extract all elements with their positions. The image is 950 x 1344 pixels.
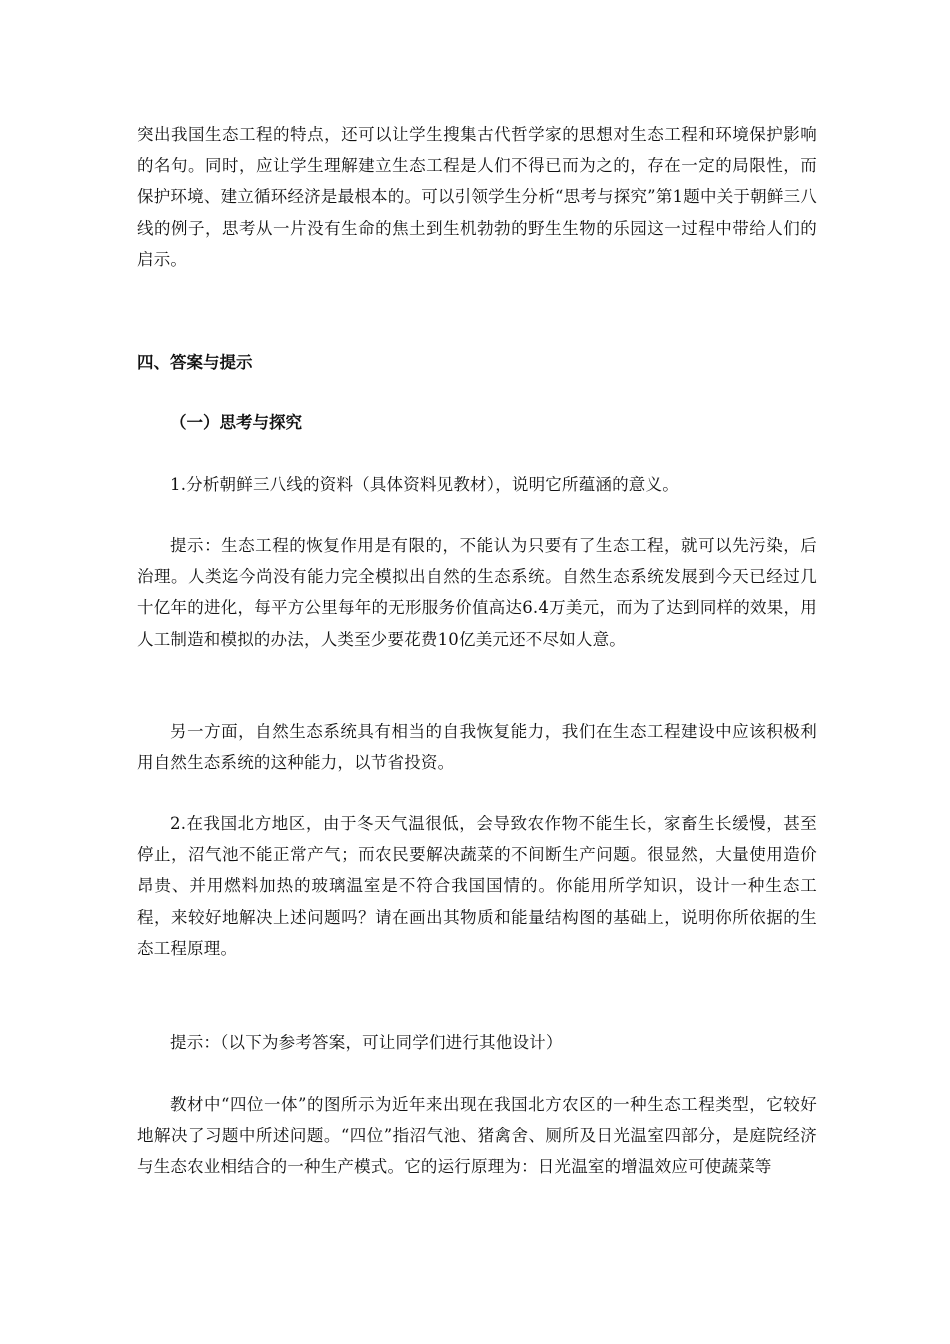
question-2: 2.在我国北方地区，由于冬天气温很低，会导致农作物不能生长，家畜生长缓慢，甚至停止，沼气池不能正常产气；而农民要解决蔬菜的不间断生产问题。很显然，大量使用造价昂贵、并用燃料加热的玻璃温室是不符合我国国情的。你能用所学知识，设计一种生态工程，来较好地解决上述问题吗？请在画出其物质和能量结构图的基础上，说明你所依据的生态工程原理。: [137, 814, 817, 958]
answer-1-paragraph-1: 提示：生态工程的恢复作用是有限的，不能认为只要有了生态工程，就可以先污染，后治理。人类迄今尚没有能力完全模拟出自然的生态系统。自然生态系统发展到今天已经过几十亿年的进化，每平方公里每年的无形服务价值高达6.4万美元，而为了达到同样的效果，用人工制造和模拟的办法，人类至少要花费10亿美元还不尽如人意。: [137, 536, 817, 649]
answer-2-paragraph: 教材中“四位一体”的图所示为近年来出现在我国北方农区的一种生态工程类型，它较好地解决了习题中所述问题。“四位”指沼气池、猪禽舍、厕所及日光温室四部分，是庭院经济与生态农业相结合的一种生产模式。它的运行原理为：日光温室的增温效应可使蔬菜等: [137, 1095, 817, 1177]
intro-paragraph: 突出我国生态工程的特点，还可以让学生搜集古代哲学家的思想对生态工程和环境保护影响的名句。同时，应让学生理解建立生态工程是人们不得已而为之的，存在一定的局限性，而保护环境、建立循环经济是最根本的。可以引领学生分析“思考与探究”第1题中关于朝鲜三八线的例子，思考从一片没有生命的焦土到生机勃勃的野生生物的乐园这一过程中带给人们的启示。: [137, 125, 817, 269]
answer-1-paragraph-2: 另一方面，自然生态系统具有相当的自我恢复能力，我们在生态工程建设中应该积极利用自然生态系统的这种能力，以节省投资。: [137, 722, 817, 773]
answer-2-hint: 提示：（以下为参考答案，可让同学们进行其他设计）: [170, 1033, 563, 1052]
subsection-heading: （一）思考与探究: [170, 413, 302, 432]
section-heading: 四、答案与提示: [137, 353, 253, 372]
question-1: 1.分析朝鲜三八线的资料（具体资料见教材），说明它所蕴涵的意义。: [170, 475, 679, 494]
